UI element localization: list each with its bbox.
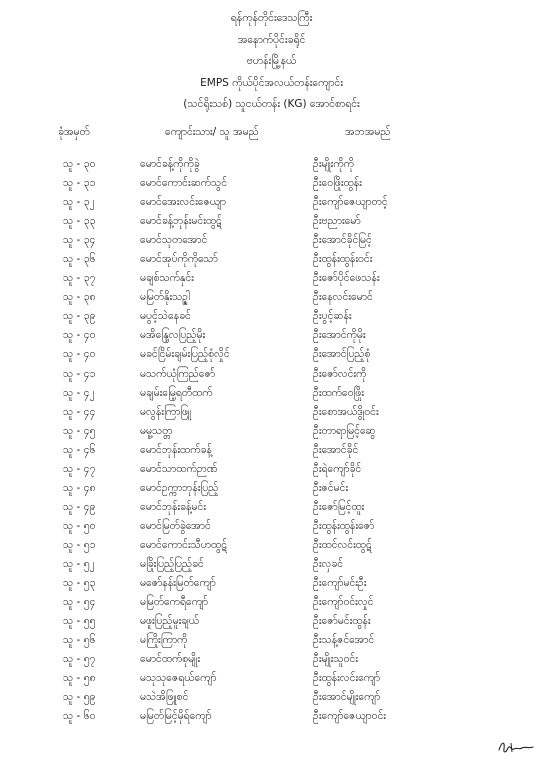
row-number: သူ - ၃၁ — [63, 177, 96, 190]
row-number: သူ - ၄၀ — [63, 348, 96, 361]
father-name: ဦးကျော်ဝင်းလှုင် — [313, 596, 374, 609]
row-number: သူ - ၄၈ — [63, 481, 96, 494]
list-row — [0, 574, 543, 593]
student-name: မောင်ခန့်ကိုကိုခွဲ — [140, 158, 200, 170]
list-row — [0, 345, 543, 364]
row-number: သူ - ၄၁ — [63, 367, 96, 380]
student-name: မမြတ်ကေရီကျော် — [140, 596, 208, 609]
row-number: သူ - ၃၂ — [63, 196, 95, 209]
header-number: ခုံအမှတ် — [58, 126, 90, 138]
row-number: သူ - ၃၆ — [63, 253, 96, 266]
list-row — [0, 593, 543, 612]
father-name: ဦးပွင့်ဆန်း — [313, 310, 352, 323]
row-number: သူ - ၃၀ — [63, 158, 96, 170]
header-student-name: ကျောင်းသား/ သူ အမည် — [165, 126, 259, 138]
row-number: သူ - ၄၅ — [63, 424, 96, 437]
list-row — [0, 707, 543, 726]
student-name: မချမ်းမြေ့ရတီထက် — [140, 386, 213, 399]
father-name: ဦးကျော်ဇေယျာတင့် — [313, 196, 388, 209]
student-name: မောင်မြတ်ခွဲအောင် — [140, 519, 211, 532]
list-row — [0, 212, 543, 231]
list-row — [0, 384, 543, 403]
row-number: သူ - ၄၇ — [63, 462, 96, 475]
father-name: ဦးထက်ဝေဖြိုး — [313, 386, 364, 399]
row-number: သူ - ၃၄ — [63, 234, 96, 247]
father-name: ဦးဗညားမော် — [313, 215, 361, 228]
father-name: ဦးအောင်ခိုင်မြင့် — [313, 234, 372, 247]
list-row — [0, 193, 543, 212]
district-title: အနောက်ပိုင်းခရိုင် — [237, 33, 306, 46]
father-name: ဦးကျော်ဇေယျာဝင်း — [313, 710, 386, 723]
list-row — [0, 441, 543, 460]
list-row — [0, 269, 543, 288]
row-number: သူ - ၅၆ — [63, 634, 96, 647]
father-name: ဦးလှခင် — [313, 557, 344, 570]
column-headers — [0, 126, 543, 146]
student-name: မောင်သာထက်ဉာဏ် — [140, 462, 218, 475]
row-number: သူ - ၄၆ — [63, 443, 96, 456]
student-name: မဖူးပြည့်မူးချယ် — [140, 615, 199, 628]
list-row — [0, 688, 543, 707]
father-name: ဦးအောင်ကိုမိုး — [313, 329, 366, 342]
school-title: EMPS ကိုယ်ပိုင်အလယ်တန်းကျောင်း — [200, 76, 343, 89]
list-row — [0, 631, 543, 650]
father-name: ဦးအောင်မျိုးကျော် — [313, 691, 381, 704]
list-row — [0, 403, 543, 422]
father-name: ဦးဇော်ပိုင်ဖေသန်း — [313, 272, 380, 285]
list-row — [0, 650, 543, 669]
row-number: သူ - ၃၉ — [63, 310, 96, 323]
list-row — [0, 498, 543, 517]
list-row — [0, 326, 543, 345]
row-number: သူ - ၄၀ — [63, 329, 96, 342]
father-name: ဦးဇော်မင်းထွန်း — [313, 615, 371, 628]
list-row — [0, 612, 543, 631]
father-name: ဦးမျိုးကိုကို — [313, 158, 354, 170]
row-number: သူ - ၆၀ — [63, 710, 96, 723]
list-row — [0, 250, 543, 269]
student-name: မလွန်းကြာဖြူ — [140, 405, 192, 418]
row-number: သူ - ၅၈ — [63, 672, 96, 685]
student-name: မောင်ဥက္ကာဘုန်းပြည့် — [140, 481, 219, 494]
student-name: မကြိုးကြာကို — [140, 634, 188, 647]
student-name: မောင်ကောင်းဆက်သွင် — [140, 177, 228, 190]
student-name: မသုသုဇေရယ်ကျော် — [140, 672, 217, 685]
list-row — [0, 231, 543, 250]
signature-image — [497, 738, 535, 756]
father-name: ဦးထွန်းထွန်းဝင်း — [313, 253, 373, 266]
student-name: မမူ့သတ္တ — [140, 424, 173, 437]
row-number: သူ - ၄၄ — [63, 405, 96, 418]
row-number: သူ - ၅၀ — [63, 519, 96, 532]
father-name: ဦးဇင်မင်း — [313, 481, 349, 494]
row-number: သူ - ၅၃ — [63, 577, 96, 590]
student-name: မပွင့်သဲနေခင် — [140, 310, 191, 323]
father-name: ဦးထွန်းလင်းကျော် — [313, 672, 381, 685]
student-name: မအိန္ဒြေလပြည့်မိုး — [140, 329, 206, 342]
father-name: ဦးထွန်းထွန်းဇော် — [313, 519, 375, 532]
region-title: ရန်ကုန်တိုင်းဒေသကြီး — [230, 12, 313, 24]
father-name: ဦးဝေဖြိုးထွန်း — [313, 177, 362, 190]
list-row — [0, 517, 543, 536]
row-number: သူ - ၅၄ — [63, 596, 96, 609]
row-number: သူ - ၅၉ — [63, 691, 96, 704]
student-name: မချစ်သက်နှင်း — [140, 272, 194, 285]
header-father-name: အဘအမည် — [345, 126, 391, 138]
father-name: ဦးသန့်ဇင်အောင် — [313, 634, 375, 647]
list-row — [0, 479, 543, 498]
father-name: ဦးကျော်မင်းဦး — [313, 577, 367, 590]
student-name: မမြတ်မြင့်မိုရ်ကျော် — [140, 710, 212, 723]
father-name: ဦးမျိုးသူဝင်း — [313, 653, 358, 666]
row-number: သူ - ၅၇ — [63, 653, 96, 666]
list-row — [0, 307, 543, 326]
list-row — [0, 555, 543, 574]
student-name: မောင်အေးလင်းဇေယျာ — [140, 196, 226, 209]
father-name: ဦးဇော်လင်းကို — [313, 367, 367, 380]
township-title: ဗဟန်းမြို့နယ် — [246, 55, 297, 67]
row-number: သူ - ၃၇ — [63, 272, 96, 285]
list-row — [0, 422, 543, 441]
father-name: ဦးဇော်မြင့်ထူး — [313, 500, 365, 513]
row-number: သူ - ၅၁ — [63, 538, 96, 551]
student-name: မောင်ထက်စုမျိုး — [140, 653, 201, 666]
student-name: မောင်သုတအောင် — [140, 234, 208, 247]
row-number: သူ - ၅၂ — [63, 557, 95, 570]
list-row — [0, 174, 543, 193]
student-name: မမြတ်နိုးသဉ္ဇါ — [140, 291, 190, 304]
student-name: မဇော်နန်းမြတ်ကျော် — [140, 577, 216, 590]
row-number: သူ - ၄၉ — [63, 500, 96, 513]
row-number: သူ - ၄၂ — [63, 386, 95, 399]
father-name: ဦးအောင်ခိုင် — [313, 443, 359, 456]
father-name: ဦးနေလင်းမောင် — [313, 291, 373, 304]
list-row — [0, 536, 543, 555]
student-name: မသက်ယုံကြည်ဇော် — [140, 367, 216, 380]
list-row — [0, 155, 543, 174]
row-number: သူ - ၃၈ — [63, 291, 96, 304]
row-number: သူ - ၃၃ — [63, 215, 96, 228]
student-name: မောင်အုပ်ကိုကိုသော် — [140, 253, 218, 266]
list-title: (သင်ရိုးသစ်) သူငယ်တန်း (KG) အောင်စာရင်း — [183, 98, 360, 110]
student-name: မခင်ငြိမ်းချမ်းပြည့်စုံလှိုင် — [140, 348, 230, 361]
row-number: သူ - ၅၅ — [63, 615, 96, 628]
student-name: မသဲအိဖြူစင် — [140, 691, 189, 704]
document-header — [0, 8, 543, 116]
student-name: မောင်ခန့်ဘုန်းမင်းထွဋ် — [140, 215, 222, 228]
father-name: ဦးတာရာမြင့်ဆွေ — [313, 424, 376, 437]
student-name: မောင်ကောင်းသီဟထွဋ် — [140, 538, 228, 551]
father-name: ဦးထင်လင်းထွဋ် — [313, 538, 372, 551]
student-list — [0, 155, 543, 726]
student-name: မောင်ဘုန်းထက်ခန့် — [140, 443, 212, 456]
student-name: မခြိုးပြည့်ပြည့်ခင် — [140, 557, 204, 570]
list-row — [0, 669, 543, 688]
list-row — [0, 460, 543, 479]
father-name: ဦးစောအယ်ဒွိုဝင်း — [313, 405, 379, 418]
father-name: ဦးအောင်ပြည့်စုံ — [313, 348, 371, 361]
list-row — [0, 288, 543, 307]
student-name: မောင်ဘုန်းခန့်မင်း — [140, 500, 206, 513]
list-row — [0, 365, 543, 384]
father-name: ဦးရဲကျော်ခိုင် — [313, 462, 362, 475]
